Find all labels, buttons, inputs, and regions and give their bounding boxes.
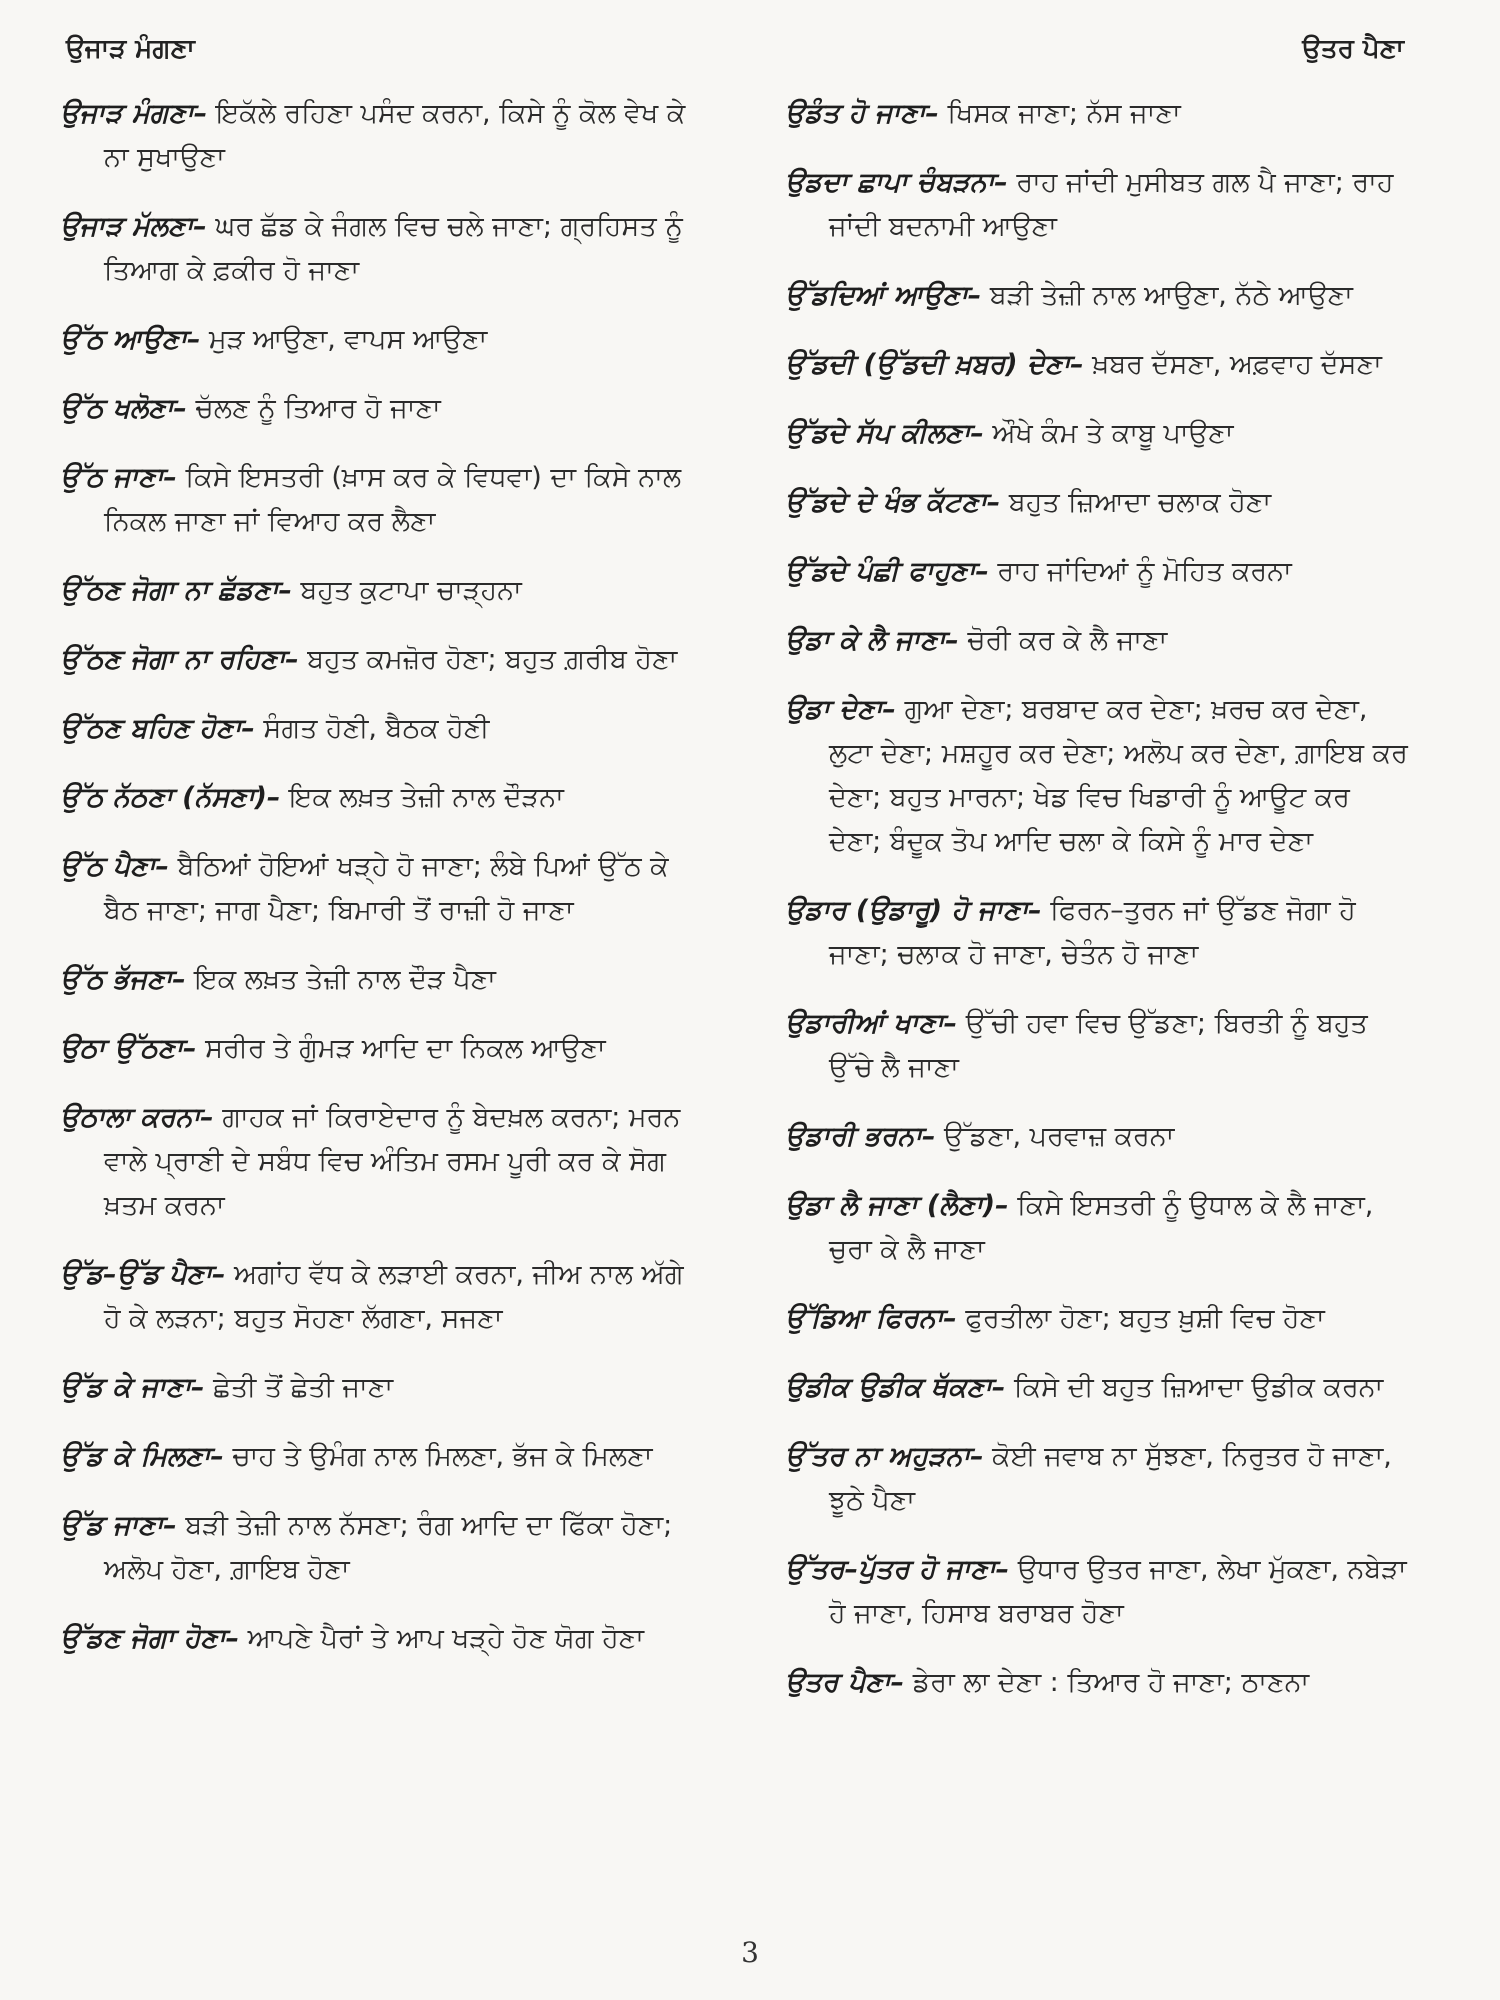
entry-headword: ਉੱਤਰ–ਪੁੱਤਰ ਹੋ ਜਾਣਾ–	[785, 1554, 1010, 1585]
entry-definition: ਔਖੇ ਕੰਮ ਤੇ ਕਾਬੂ ਪਾਉਣਾ	[983, 418, 1234, 449]
dictionary-entry	[785, 1548, 1410, 1636]
entry-definition: ਚੋਰੀ ਕਰ ਕੇ ਲੈ ਜਾਣਾ	[958, 625, 1168, 656]
entry-headword: ਉਡਾਰ (ਉਡਾਰੂ) ਹੋ ਜਾਣਾ–	[785, 895, 1042, 926]
dictionary-entry	[785, 92, 1410, 136]
entry-headword: ਉੱਠ ਪੈਣਾ–	[60, 851, 169, 882]
dictionary-entry	[60, 1096, 700, 1228]
dictionary-entry	[785, 1184, 1410, 1272]
entry-definition: ਸਰੀਰ ਤੇ ਗੁੰਮੜ ਆਦਿ ਦਾ ਨਿਕਲ ਆਉਣਾ	[196, 1033, 606, 1064]
dictionary-entry	[785, 343, 1410, 387]
dictionary-entry	[60, 1027, 700, 1071]
entry-headword: ਉੱਡਿਆ ਫਿਰਨਾ–	[785, 1303, 957, 1334]
dictionary-entry	[60, 638, 700, 682]
entry-definition: ਰਾਹ ਜਾਂਦਿਆਂ ਨੂੰ ਮੋਹਿਤ ਕਰਨਾ	[988, 556, 1292, 587]
dictionary-entry	[60, 1617, 700, 1661]
entry-definition: ਮੁੜ ਆਉਣਾ, ਵਾਪਸ ਆਉਣਾ	[200, 324, 488, 355]
dictionary-entry	[785, 161, 1410, 249]
entry-headword: ਉਜਾੜ ਮੱਲਣਾ–	[60, 211, 207, 242]
entry-headword: ਉਡਾ ਕੇ ਲੈ ਜਾਣਾ–	[785, 625, 959, 656]
entry-definition: ਕਿਸੇ ਇਸਤਰੀ ਨੂੰ ਉਧਾਲ ਕੇ ਲੈ ਜਾਣਾ, ਚੁਰਾ ਕੇ ਲੈ ਜਾਣਾ	[829, 1190, 1374, 1265]
dictionary-entry	[785, 412, 1410, 456]
entry-definition: ਬਹੁਤ ਜ਼ਿਆਦਾ ਚਲਾਕ ਹੋਣਾ	[1000, 487, 1272, 518]
entry-headword: ਉੱਡ–ਉੱਡ ਪੈਣਾ–	[60, 1259, 226, 1290]
entry-headword: ਉੱਡ ਜਾਣਾ–	[60, 1510, 177, 1541]
entry-definition: ਇਕੱਲੇ ਰਹਿਣਾ ਪਸੰਦ ਕਰਨਾ, ਕਿਸੇ ਨੂੰ ਕੋਲ ਵੇਖ ਕੇ ਨਾ ਸੁਖਾਉਣਾ	[104, 98, 686, 173]
entry-headword: ਉੱਡ ਕੇ ਮਿਲਣਾ–	[60, 1441, 224, 1472]
entry-definition: ਕਿਸੇ ਦੀ ਬਹੁਤ ਜ਼ਿਆਦਾ ਉਡੀਕ ਕਰਨਾ	[1005, 1372, 1384, 1403]
dictionary-entry	[785, 274, 1410, 318]
dictionary-entry	[60, 92, 700, 180]
entry-headword: ਉੱਠ ਆਉਣਾ–	[60, 324, 201, 355]
entry-definition: ਬੈਠਿਆਂ ਹੋਇਆਂ ਖੜ੍ਹੇ ਹੋ ਜਾਣਾ; ਲੰਬੇ ਪਿਆਂ ਉੱਠ ਕੇ ਬੈਠ ਜਾਣਾ; ਜਾਗ ਪੈਣਾ; ਬਿਮਾਰੀ ਤੋਂ ਰਾਜ਼ੀ ਹੋ ਜਾਣਾ	[104, 851, 669, 926]
dictionary-entry	[60, 958, 700, 1002]
entry-headword: ਉਡਾ ਦੇਣਾ–	[785, 694, 896, 725]
entry-headword: ਉੱਡਦੇ ਦੇ ਖੰਭ ਕੱਟਣਾ–	[785, 487, 1001, 518]
entry-definition: ਫੁਰਤੀਲਾ ਹੋਣਾ; ਬਹੁਤ ਖ਼ੁਸ਼ੀ ਵਿਚ ਹੋਣਾ	[956, 1303, 1325, 1334]
entry-definition: ਖਿਸਕ ਜਾਣਾ; ਨੱਸ ਜਾਣਾ	[938, 98, 1181, 129]
entry-definition: ਕੋਈ ਜਵਾਬ ਨਾ ਸੁੱਝਣਾ, ਨਿਰੁਤਰ ਹੋ ਜਾਣਾ, ਝੂਠੇ ਪੈਣਾ	[829, 1441, 1392, 1516]
entry-headword: ਉਠਾ ਉੱਠਣਾ–	[60, 1033, 197, 1064]
entry-headword: ਉਡੰਤ ਹੋ ਜਾਣਾ–	[785, 98, 939, 129]
entry-headword: ਉਡਾਰੀਆਂ ਖਾਣਾ–	[785, 1008, 958, 1039]
left-column	[60, 92, 700, 1686]
entry-definition: ਬੜੀ ਤੇਜ਼ੀ ਨਾਲ ਆਉਣਾ, ਨੱਠੇ ਆਉਣਾ	[981, 280, 1353, 311]
dictionary-entry	[60, 318, 700, 362]
entry-definition: ਚਾਹ ਤੇ ਉਮੰਗ ਨਾਲ ਮਿਲਣਾ, ਭੱਜ ਕੇ ਮਿਲਣਾ	[223, 1441, 653, 1472]
entry-definition: ਉੱਡਣਾ, ਪਰਵਾਜ਼ ਕਰਨਾ	[935, 1121, 1175, 1152]
entry-headword: ਉਡੀਕ ਉਡੀਕ ਥੱਕਣਾ–	[785, 1372, 1006, 1403]
entry-definition: ਅਗਾਂਹ ਵੱਧ ਕੇ ਲੜਾਈ ਕਰਨਾ, ਜੀਅ ਨਾਲ ਅੱਗੇ ਹੋ ਕੇ ਲੜਨਾ; ਬਹੁਤ ਸੋਹਣਾ ਲੱਗਣਾ, ਸਜਣਾ	[104, 1259, 684, 1334]
right-column	[785, 92, 1410, 1730]
entry-definition: ਖ਼ਬਰ ਦੱਸਣਾ, ਅਫ਼ਵਾਹ ਦੱਸਣਾ	[1083, 349, 1382, 380]
running-head-right: ਉਤਰ ਪੈਣਾ	[1302, 34, 1404, 64]
entry-headword: ਉੱਡਦੀ (ਉੱਡਦੀ ਖ਼ਬਰ) ਦੇਣਾ–	[785, 349, 1084, 380]
entry-definition: ਕਿਸੇ ਇਸਤਰੀ (ਖ਼ਾਸ ਕਰ ਕੇ ਵਿਧਵਾ) ਦਾ ਕਿਸੇ ਨਾਲ ਨਿਕਲ ਜਾਣਾ ਜਾਂ ਵਿਆਹ ਕਰ ਲੈਣਾ	[104, 462, 682, 537]
entry-headword: ਉੱਠ ਜਾਣਾ–	[60, 462, 177, 493]
page-number: 3	[741, 1936, 759, 1969]
dictionary-entry	[60, 205, 700, 293]
entry-definition: ਗੁਆ ਦੇਣਾ; ਬਰਬਾਦ ਕਰ ਦੇਣਾ; ਖ਼ਰਚ ਕਰ ਦੇਣਾ, ਲੁਟਾ ਦੇਣਾ; ਮਸ਼ਹੂਰ ਕਰ ਦੇਣਾ; ਅਲੋਪ ਕਰ ਦੇਣਾ, ਗ਼ਾਇਬ ਕਰ ਦੇਣਾ; ਬਹੁਤ ਮਾਰਨਾ; ਖੇਡ ਵਿਚ ਖਿਡਾਰੀ ਨੂੰ ਆਊਟ ਕਰ ਦੇਣਾ; ਬੰਦੂਕ ਤੋਪ ਆਦਿ ਚਲਾ ਕੇ ਕਿਸੇ ਨੂੰ ਮਾਰ ਦੇਣਾ	[829, 694, 1408, 857]
entry-definition: ਡੇਰਾ ਲਾ ਦੇਣਾ : ਤਿਆਰ ਹੋ ਜਾਣਾ; ਠਾਣਨਾ	[904, 1667, 1310, 1698]
dictionary-entry	[60, 1504, 700, 1592]
entry-headword: ਉੱਠਣ ਬਹਿਣ ਹੋਣਾ–	[60, 713, 255, 744]
entry-definition: ਬਹੁਤ ਕਮਜ਼ੋਰ ਹੋਣਾ; ਬਹੁਤ ਗ਼ਰੀਬ ਹੋਣਾ	[298, 644, 678, 675]
entry-headword: ਉੱਠ ਖਲੋਣਾ–	[60, 393, 187, 424]
dictionary-entry	[785, 550, 1410, 594]
running-head-left: ਉਜਾੜ ਮੰਗਣਾ	[66, 34, 195, 64]
dictionary-entry	[785, 889, 1410, 977]
dictionary-entry	[60, 707, 700, 751]
dictionary-entry	[785, 688, 1410, 864]
dictionary-entry	[60, 845, 700, 933]
entry-headword: ਉੱਡਦੇ ਸੱਪ ਕੀਲਣਾ–	[785, 418, 984, 449]
dictionary-entry	[785, 1435, 1410, 1523]
entry-definition: ਇਕ ਲਖ਼ਤ ਤੇਜ਼ੀ ਨਾਲ ਦੌੜਨਾ	[280, 782, 564, 813]
dictionary-entry	[785, 481, 1410, 525]
dictionary-entry	[785, 1115, 1410, 1159]
entry-definition: ਚੱਲਣ ਨੂੰ ਤਿਆਰ ਹੋ ਜਾਣਾ	[186, 393, 441, 424]
dictionary-entry	[60, 1253, 700, 1341]
entry-headword: ਉਡਦਾ ਛਾਪਾ ਚੰਬੜਨਾ–	[785, 167, 1008, 198]
entry-definition: ਬੜੀ ਤੇਜ਼ੀ ਨਾਲ ਨੱਸਣਾ; ਰੰਗ ਆਦਿ ਦਾ ਫਿੱਕਾ ਹੋਣਾ; ਅਲੋਪ ਹੋਣਾ, ਗ਼ਾਇਬ ਹੋਣਾ	[104, 1510, 673, 1585]
entry-definition: ਆਪਣੇ ਪੈਰਾਂ ਤੇ ਆਪ ਖੜ੍ਹੇ ਹੋਣ ਯੋਗ ਹੋਣਾ	[239, 1623, 644, 1654]
entry-definition: ਬਹੁਤ ਕੁਟਾਪਾ ਚਾੜ੍ਹਨਾ	[291, 575, 522, 606]
dictionary-entry	[785, 619, 1410, 663]
entry-definition: ਸੰਗਤ ਹੋਣੀ, ਬੈਠਕ ਹੋਣੀ	[254, 713, 490, 744]
entry-headword: ਉਡਾਰੀ ਭਰਨਾ–	[785, 1121, 936, 1152]
entry-definition: ਉਧਾਰ ਉਤਰ ਜਾਣਾ, ਲੇਖਾ ਮੁੱਕਣਾ, ਨਬੇੜਾ ਹੋ ਜਾਣਾ, ਹਿਸਾਬ ਬਰਾਬਰ ਹੋਣਾ	[829, 1554, 1407, 1629]
entry-headword: ਉੱਡਣ ਜੋਗਾ ਹੋਣਾ–	[60, 1623, 240, 1654]
dictionary-entry	[785, 1366, 1410, 1410]
dictionary-entry	[60, 456, 700, 544]
entry-headword: ਉੱਠ ਭੱਜਣਾ–	[60, 964, 186, 995]
dictionary-entry	[60, 1366, 700, 1410]
entry-headword: ਉੱਠਣ ਜੋਗਾ ਨਾ ਛੱਡਣਾ–	[60, 575, 292, 606]
dictionary-entry	[785, 1661, 1410, 1705]
entry-headword: ਉਡਾ ਲੈ ਜਾਣਾ (ਲੈਣਾ)–	[785, 1190, 1009, 1221]
entry-headword: ਉਤਰ ਪੈਣਾ–	[785, 1667, 905, 1698]
entry-definition: ਇਕ ਲਖ਼ਤ ਤੇਜ਼ੀ ਨਾਲ ਦੌੜ ਪੈਣਾ	[185, 964, 496, 995]
entry-headword: ਉੱਡਦੇ ਪੰਛੀ ਫਾਹੁਣਾ–	[785, 556, 989, 587]
dictionary-entry	[60, 387, 700, 431]
entry-definition: ਉੱਚੀ ਹਵਾ ਵਿਚ ਉੱਡਣਾ; ਬਿਰਤੀ ਨੂੰ ਬਹੁਤ ਉੱਚੇ ਲੈ ਜਾਣਾ	[829, 1008, 1368, 1083]
entry-headword: ਉਠਾਲਾ ਕਰਨਾ–	[60, 1102, 214, 1133]
entry-definition: ਫਿਰਨ–ਤੁਰਨ ਜਾਂ ਉੱਡਣ ਜੋਗਾ ਹੋ ਜਾਣਾ; ਚਲਾਕ ਹੋ ਜਾਣਾ, ਚੇਤੰਨ ਹੋ ਜਾਣਾ	[829, 895, 1356, 970]
entry-definition: ਘਰ ਛੱਡ ਕੇ ਜੰਗਲ ਵਿਚ ਚਲੇ ਜਾਣਾ; ਗ੍ਰਹਿਸਤ ਨੂੰ ਤਿਆਗ ਕੇ ਫ਼ਕੀਰ ਹੋ ਜਾਣਾ	[104, 211, 683, 286]
entry-headword: ਉੱਠ ਨੱਠਣਾ (ਨੱਸਣਾ)–	[60, 782, 281, 813]
dictionary-entry	[60, 569, 700, 613]
entry-headword: ਉੱਡਦਿਆਂ ਆਉਣਾ–	[785, 280, 982, 311]
dictionary-entry	[785, 1002, 1410, 1090]
dictionary-entry	[60, 1435, 700, 1479]
dictionary-entry	[785, 1297, 1410, 1341]
entry-headword: ਉੱਠਣ ਜੋਗਾ ਨਾ ਰਹਿਣਾ–	[60, 644, 299, 675]
entry-definition: ਛੇਤੀ ਤੋਂ ਛੇਤੀ ਜਾਣਾ	[204, 1372, 394, 1403]
entry-headword: ਉਜਾੜ ਮੰਗਣਾ–	[60, 98, 208, 129]
entry-headword: ਉੱਤਰ ਨਾ ਅਹੁੜਨਾ–	[785, 1441, 984, 1472]
dictionary-entry	[60, 776, 700, 820]
entry-definition: ਗਾਹਕ ਜਾਂ ਕਿਰਾਏਦਾਰ ਨੂੰ ਬੇਦਖ਼ਲ ਕਰਨਾ; ਮਰਨ ਵਾਲੇ ਪ੍ਰਾਣੀ ਦੇ ਸਬੰਧ ਵਿਚ ਅੰਤਿਮ ਰਸਮ ਪੂਰੀ ਕਰ ਕੇ ਸੋਗ ਖ਼ਤਮ ਕਰਨਾ	[104, 1102, 681, 1221]
entry-definition: ਰਾਹ ਜਾਂਦੀ ਮੁਸੀਬਤ ਗਲ ਪੈ ਜਾਣਾ; ਰਾਹ ਜਾਂਦੀ ਬਦਨਾਮੀ ਆਉਣਾ	[829, 167, 1394, 242]
entry-headword: ਉੱਡ ਕੇ ਜਾਣਾ–	[60, 1372, 205, 1403]
